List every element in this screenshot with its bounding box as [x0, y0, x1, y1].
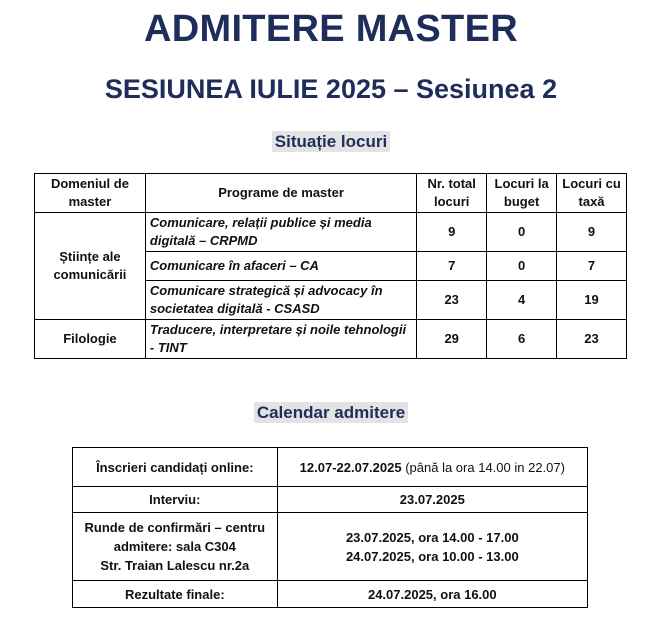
total-cell: 23 — [417, 281, 487, 320]
col-header-fee: Locuri cu taxă — [557, 174, 627, 213]
fee-cell: 9 — [557, 213, 627, 252]
confirmations-label-line-3: Str. Traian Lalescu nr.2a — [100, 558, 250, 573]
confirmations-date-1: 23.07.2025, ora 14.00 - 17.00 — [345, 529, 519, 545]
registration-note: (până la ora 14.00 in 22.07) — [405, 459, 565, 475]
places-section-heading — [0, 132, 662, 152]
page-title: ADMITERE MASTER — [144, 8, 518, 50]
confirmations-label-line-2: admitere: sala C304 — [113, 539, 236, 554]
calendar-row-confirmations — [73, 513, 588, 581]
places-heading-label: Situație locuri — [272, 131, 390, 152]
registration-label: Înscrieri candidați online: — [73, 448, 278, 487]
confirmations-dates — [277, 513, 587, 581]
col-header-domain: Domeniul de master — [35, 174, 146, 213]
program-cell: Comunicare în afaceri – CA — [145, 252, 416, 281]
fee-cell: 19 — [557, 281, 627, 320]
budget-cell: 4 — [487, 281, 557, 320]
confirmations-label — [73, 513, 278, 581]
budget-cell: 0 — [487, 252, 557, 281]
total-cell: 7 — [417, 252, 487, 281]
registration-value — [277, 448, 587, 487]
total-cell: 9 — [417, 213, 487, 252]
budget-cell: 6 — [487, 320, 557, 359]
page-subtitle: SESIUNEA IULIE 2025 – Sesiunea 2 — [104, 74, 558, 104]
program-cell: Comunicare, relații publice și media digitală – CRPMD — [145, 213, 416, 252]
interview-label: Interviu: — [73, 487, 278, 513]
total-cell: 29 — [417, 320, 487, 359]
calendar-section-heading — [0, 403, 662, 423]
table-row — [35, 320, 627, 359]
program-cell: Traducere, interpretare și noile tehnologii - TINT — [145, 320, 416, 359]
confirmations-label-line-1: Runde de confirmări – centru — [84, 520, 266, 535]
results-date: 24.07.2025, ora 16.00 — [277, 581, 587, 608]
col-header-total: Nr. total locuri — [417, 174, 487, 213]
calendar-row-results — [73, 581, 588, 608]
table-row — [35, 213, 627, 252]
fee-cell: 7 — [557, 252, 627, 281]
results-label: Rezultate finale: — [73, 581, 278, 608]
budget-cell: 0 — [487, 213, 557, 252]
calendar-row-registration — [73, 448, 588, 487]
col-header-budget: Locuri la buget — [487, 174, 557, 213]
confirmations-date-2: 24.07.2025, ora 10.00 - 13.00 — [345, 548, 519, 564]
domain-cell-communication: Științe ale comunicării — [35, 213, 146, 320]
calendar-table — [72, 447, 588, 608]
fee-cell: 23 — [557, 320, 627, 359]
program-cell: Comunicare strategică și advocacy în societatea digitală - CSASD — [145, 281, 416, 320]
col-header-program: Programe de master — [145, 174, 416, 213]
calendar-heading-label: Calendar admitere — [254, 402, 408, 423]
calendar-row-interview — [73, 487, 588, 513]
interview-date: 23.07.2025 — [277, 487, 587, 513]
places-header-row — [35, 174, 627, 213]
places-table — [34, 173, 627, 359]
domain-cell-philology: Filologie — [35, 320, 146, 359]
registration-dates: 12.07-22.07.2025 — [299, 459, 402, 475]
